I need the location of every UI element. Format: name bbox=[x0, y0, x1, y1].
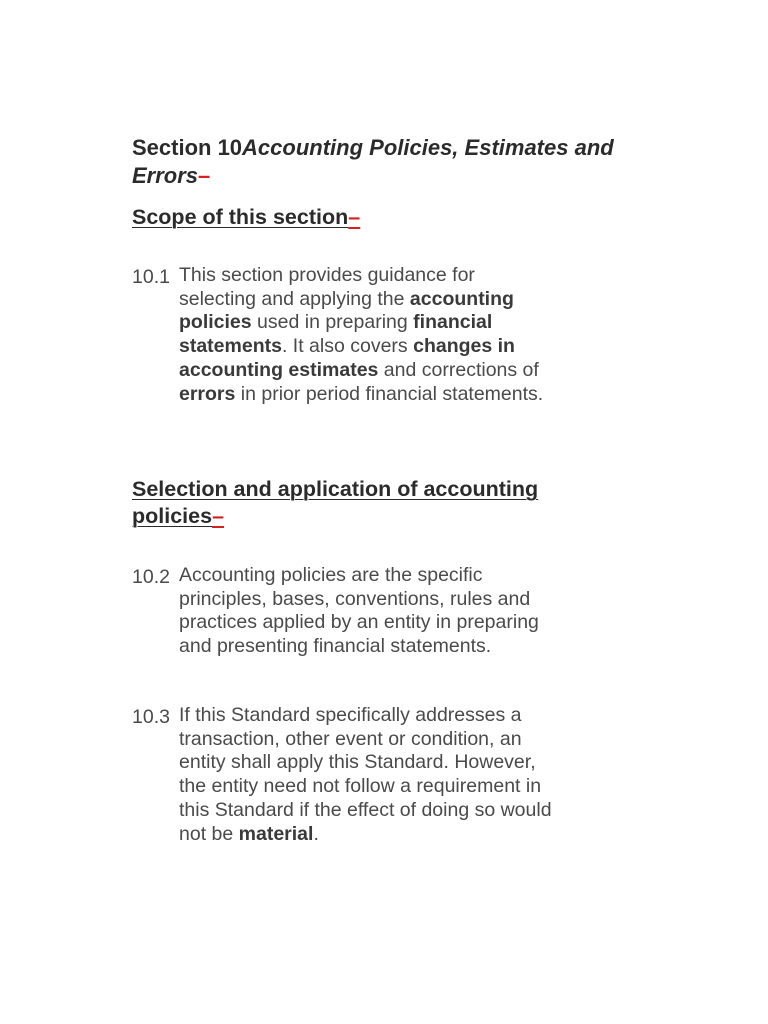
paragraph-text-part: . It also covers bbox=[281, 335, 414, 358]
section-title-dash: – bbox=[198, 163, 211, 188]
paragraph-text bbox=[179, 704, 552, 846]
term-errors: errors bbox=[179, 382, 236, 405]
section-title bbox=[132, 134, 632, 190]
selection-heading bbox=[132, 476, 562, 530]
selection-heading-dash: – bbox=[212, 504, 225, 528]
selection-heading-text: Selection and application of accounting policies bbox=[132, 477, 539, 528]
term-changes-in-estimates: changes in accounting estimates bbox=[179, 335, 515, 381]
paragraph-text-part: used in preparing bbox=[251, 311, 414, 334]
paragraph-text-part: in prior period financial statements. bbox=[235, 382, 544, 405]
paragraph-number: 10.3 bbox=[132, 706, 170, 728]
section-title-name: Accounting Policies, Estimates and Errors bbox=[132, 135, 614, 188]
scope-heading-text: Scope of this section bbox=[132, 205, 349, 229]
scope-heading bbox=[132, 204, 632, 231]
paragraph-text-part: If this Standard specifically addresses a transaction, other event or condition, an entity shall apply this Standard. However, the entity need not follow a requirement in this Standard if the effect of doing so would not be bbox=[179, 704, 552, 845]
scope-heading-dash: – bbox=[348, 205, 361, 229]
paragraph-number: 10.1 bbox=[132, 266, 170, 288]
paragraph-text: Accounting policies are the specific principles, bases, conventions, rules and practices applied by an entity in preparing and presenting financial statements. bbox=[179, 564, 539, 658]
section-title-prefix: Section 10 bbox=[132, 135, 243, 160]
paragraph-10-3 bbox=[132, 704, 552, 846]
paragraph-text-part: This section provides guidance for selecting and applying the bbox=[179, 264, 475, 310]
paragraph-10-2 bbox=[132, 564, 552, 659]
paragraph-10-1 bbox=[132, 264, 552, 406]
paragraph-text bbox=[179, 264, 552, 406]
term-material: material bbox=[238, 822, 314, 845]
paragraph-number: 10.2 bbox=[132, 566, 170, 588]
term-financial-statements: financial statements bbox=[179, 311, 493, 358]
paragraph-text-part: and corrections of bbox=[378, 358, 539, 381]
term-accounting-policies: accounting policies bbox=[179, 287, 514, 334]
paragraph-text-part: . bbox=[313, 822, 319, 845]
